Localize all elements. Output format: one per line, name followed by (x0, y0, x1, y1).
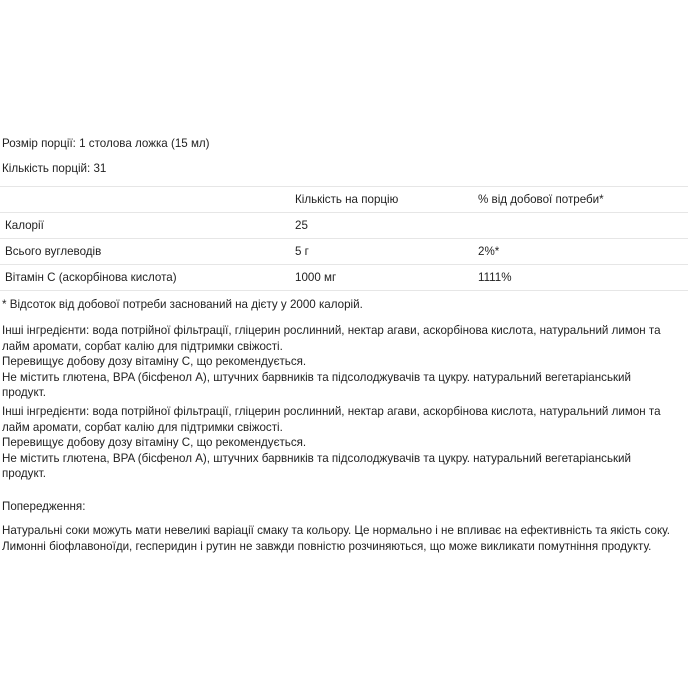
servings-count: Кількість порцій: 31 (2, 162, 107, 175)
table-header-row (0, 186, 688, 212)
ingredients-line: продукт. (2, 467, 46, 481)
ingredients-line: продукт. (2, 386, 46, 400)
ingredients-line: Не містить глютена, BPA (бісфенол А), штучних барвників та підсолоджувачів та цукру. натуральний вегетаріанський (2, 370, 632, 384)
table-header: % від добової потреби* (478, 193, 604, 206)
ingredients-line: Інші інгредієнти: вода потрійної фільтрації, гліцерин рослинний, нектар агави, аскорбінова кислота, натуральний лимон та (2, 324, 661, 337)
ingredients-line: Інші інгредієнти: вода потрійної фільтрації, гліцерин рослинний, нектар агави, аскорбінова кислота, натуральний лимон та (2, 405, 661, 418)
table-cell: Вітамін С (аскорбінова кислота) (5, 271, 177, 284)
serving-size: Розмір порції: 1 столова ложка (15 мл) (2, 137, 210, 150)
nutrition-table (0, 186, 688, 291)
table-row (0, 212, 688, 238)
ingredients-block (2, 323, 661, 401)
table-cell: Всього вуглеводів (5, 245, 102, 258)
ingredients-line: лайм аромати, сорбат калію для підтримки свіжості. (2, 420, 283, 434)
ingredients-line: Не містить глютена, BPA (бісфенол А), штучних барвників та підсолоджувачів та цукру. натуральний вегетаріанський (2, 451, 632, 465)
ingredients-block (2, 404, 661, 482)
table-row (0, 264, 688, 291)
ingredients-line: Перевищує добову дозу вітаміну С, що рекомендується. (2, 436, 307, 450)
table-row (0, 238, 688, 264)
ingredients-line: лайм аромати, сорбат калію для підтримки свіжості. (2, 339, 283, 353)
table-cell: 5 г (295, 245, 309, 258)
warning-line: Лимонні біофлавоноїди, гесперидин і рутин не завжди повністю розчиняються, що може викликати помутніння продукту. (2, 539, 652, 553)
warning-title: Попередження: (2, 500, 86, 513)
warning-line: Натуральні соки можуть мати невеликі варіації смаку та кольору. Це нормально і не впливає на ефективність та якість соку. (2, 524, 670, 537)
table-cell: 25 (295, 219, 308, 232)
table-cell: 2%* (478, 245, 500, 258)
warning-text (2, 523, 670, 554)
table-cell: 1111% (478, 271, 512, 284)
table-cell: 1000 мг (295, 271, 337, 284)
ingredients-line: Перевищує добову дозу вітаміну С, що рекомендується. (2, 355, 307, 369)
footnote: * Відсоток від добової потреби заснований на дієту у 2000 калорій. (2, 298, 363, 311)
table-header: Кількість на порцію (295, 193, 399, 206)
table-cell: Калорії (5, 219, 44, 232)
